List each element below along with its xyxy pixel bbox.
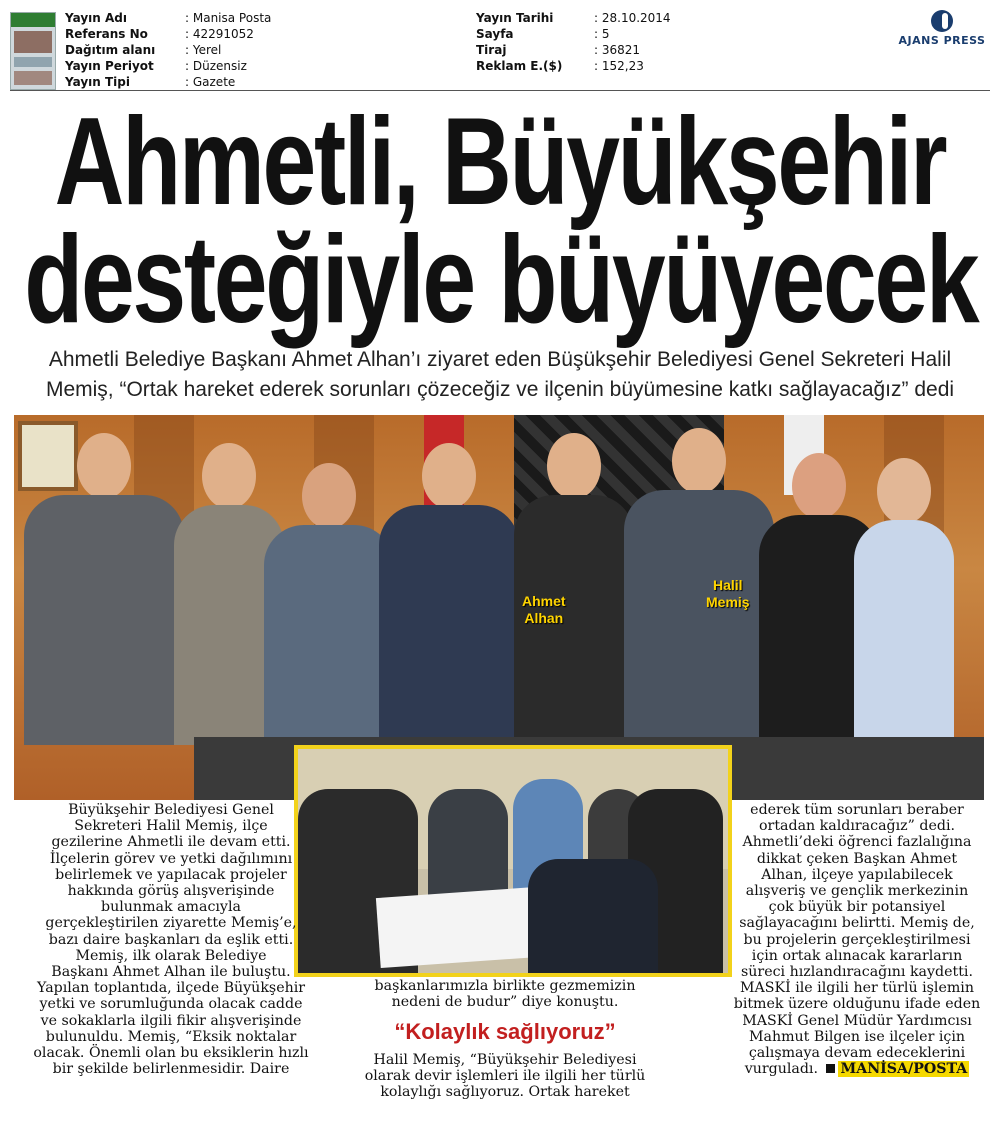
person — [379, 443, 519, 745]
headline-line-1: Ahmetli, Büyükşehir — [54, 93, 946, 231]
text-line: sağlayacağını belirtti. Memiş de, — [739, 915, 975, 932]
meta-value: : 152,23 — [594, 59, 644, 73]
inset-photo — [294, 745, 732, 977]
text-line: için ortak alınacak kararların — [751, 947, 963, 964]
subhead-line-2: Memiş, “Ortak hareket ederek sorunları çözeceğiz ve ilçenin büyümesine katkı sağlayacağız” dedi — [45, 378, 955, 401]
article-column-2-bottom — [340, 1052, 670, 1101]
globe-icon — [931, 10, 953, 32]
meta-label: Yayın Adı — [65, 11, 127, 25]
meta-label: Referans No — [65, 27, 148, 41]
text-line: ederek tüm sorunları beraber — [750, 802, 964, 818]
meta-label: Yayın Tarihi — [476, 11, 554, 25]
text-line: bitmek üzere olduğunu ifade eden — [733, 996, 981, 1013]
text-line: gerçekleştirilen ziyarette Memiş’e, — [45, 915, 297, 932]
newspaper-thumbnail — [10, 12, 56, 90]
text-line-end: vurguladı. — [744, 1061, 818, 1078]
article-subhead — [10, 345, 990, 405]
person — [24, 433, 184, 745]
meta-value: : Yerel — [185, 43, 222, 57]
header-divider — [10, 90, 990, 91]
text-line: ve sokaklarla ilgili fikir alışverişinde — [40, 1012, 302, 1029]
meta-value: : Gazete — [185, 75, 236, 89]
text-line: başkanlarımızla birlikte gezmemizin — [374, 978, 636, 994]
article-column-2-top — [340, 978, 670, 1010]
text-line: dikkat çeken Başkan Ahmet — [756, 850, 958, 867]
section-subtitle: “Kolaylık sağlıyoruz” — [394, 1019, 616, 1044]
meta-label: Reklam E.($) — [476, 59, 563, 73]
signature-brand: MANİSA/POSTA — [840, 1061, 968, 1078]
text-line: yetki ve sorumluğunda olacak cadde — [39, 996, 303, 1013]
text-line: bu projelerin gerçekleştirilmesi — [743, 931, 971, 948]
text-line: İlçelerin görev ve yetki dağılımını — [49, 850, 293, 867]
photo-caption-ahmet: Ahmet Alhan — [522, 593, 566, 626]
meta-value: : 36821 — [594, 43, 641, 57]
text-line: Yapılan toplantıda, ilçede Büyükşehir — [36, 980, 306, 997]
text-line: bulunuldu. Memiş, “Eksik noktalar — [45, 1028, 297, 1045]
text-line: Alhan, ilçeye yapılabilecek — [761, 866, 953, 883]
text-line: çok büyük bir potansiyel — [768, 899, 946, 916]
person — [854, 458, 954, 745]
meta-value: : 42291052 — [185, 27, 254, 41]
text-line — [728, 1061, 986, 1077]
article-column-3 — [728, 802, 986, 1077]
text-line: hakkında görüş alışverişinde — [67, 883, 275, 900]
subhead-line-1: Ahmetli Belediye Başkanı Ahmet Alhan’ı ziyaret eden Büşükşehir Belediyesi Genel Sekreteri Halil — [48, 348, 952, 371]
text-line: ortadan kaldıracağız” dedi. — [759, 818, 955, 835]
meta-label: Sayfa — [476, 27, 514, 41]
main-photo — [14, 415, 984, 800]
text-line: bulunmak amacıyla — [101, 899, 241, 916]
person-ahmet-alhan — [514, 433, 634, 745]
headline-line-2: desteğiyle büyüyecek — [24, 211, 978, 349]
text-line: nedeni de budur” diye konuştu. — [391, 994, 619, 1011]
signature — [822, 1061, 969, 1077]
meta-value: : Düzensiz — [185, 59, 247, 73]
text-line: MASKİ ile ilgili her türlü işlemin — [740, 980, 974, 997]
text-line: kolaylığı sağlıyoruz. Ortak hareket — [380, 1084, 630, 1101]
meta-value: : 28.10.2014 — [594, 11, 671, 25]
text-line: Başkanı Ahmet Alhan ile buluştu. — [51, 964, 291, 981]
text-line: bir şekilde belirlenmesidir. Daire — [52, 1061, 290, 1078]
text-line: Büyükşehir Belediyesi Genel — [68, 802, 274, 818]
text-line: çalışmaya devam edeceklerini — [748, 1045, 966, 1062]
text-line: Mahmut Bilgen ise ilçeler için — [748, 1028, 966, 1045]
photo-caption-halil: Halil Memiş — [706, 577, 750, 610]
meta-value: : 5 — [594, 27, 610, 41]
ajans-press-logo — [893, 10, 991, 50]
meta-label: Dağıtım alanı — [65, 43, 156, 57]
meta-label: Yayın Tipi — [65, 75, 130, 89]
text-line: olarak devir işlemleri ile ilgili her türlü — [364, 1068, 646, 1085]
meta-value: : Manisa Posta — [185, 11, 272, 25]
text-line: gezilerine Ahmetli ile devam etti. — [51, 834, 291, 851]
text-line: belirlemek ve yapılacak projeler — [55, 866, 287, 883]
square-bullet-icon — [826, 1064, 835, 1073]
text-line: bazı daire başkanları da eşlik etti. — [48, 931, 294, 948]
meta-label: Tiraj — [476, 43, 507, 57]
text-line: Halil Memiş, “Büyükşehir Belediyesi — [373, 1052, 637, 1068]
text-line: olacak. Önemli olan bu eksiklerin hızlı — [33, 1045, 309, 1062]
text-line: MASKİ Genel Müdür Yardımcısı — [742, 1012, 972, 1029]
person-halil-memis — [624, 428, 774, 745]
text-line: Sekreteri Halil Memiş, ilçe — [74, 818, 268, 835]
article-column-1 — [12, 802, 330, 1077]
text-line: alışveriş ve gençlik merkezinin — [745, 883, 969, 900]
logo-text: AJANS PRESS — [898, 34, 986, 47]
text-line: Ahmetli’deki öğrenci fazlalığına — [742, 834, 972, 851]
publication-metadata-right — [476, 10, 794, 74]
publication-metadata-left — [65, 10, 465, 90]
person — [264, 463, 394, 745]
text-line: Memiş, ilk olarak Belediye — [75, 947, 267, 964]
meta-label: Yayın Periyot — [65, 59, 154, 73]
text-line: süreci hızlandıracağını kaydetti. — [741, 964, 973, 981]
